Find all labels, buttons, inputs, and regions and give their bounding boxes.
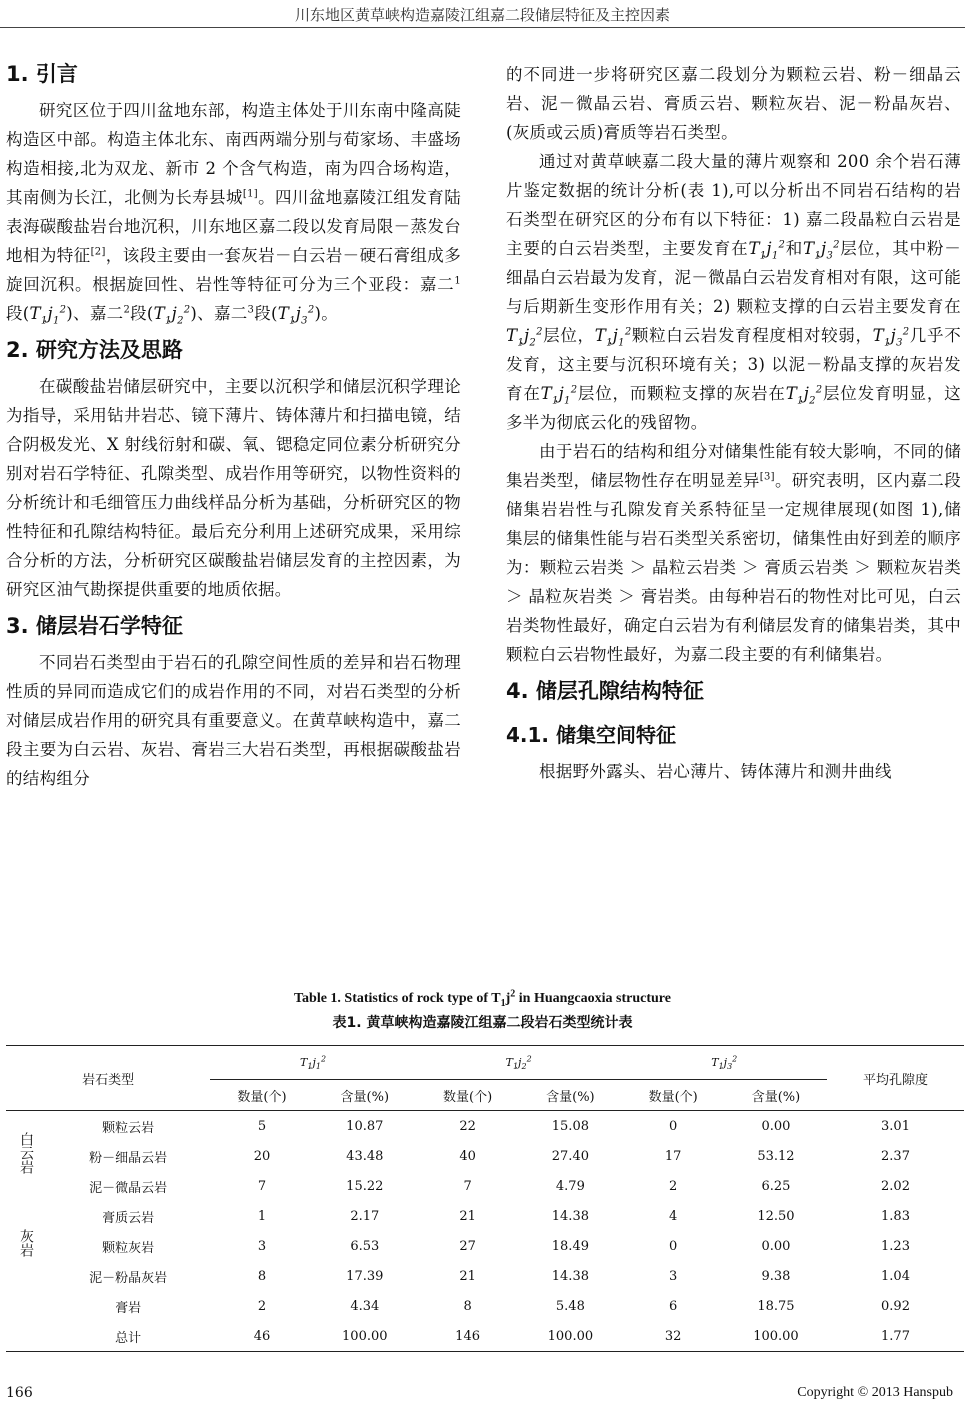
table-row-total: 总计 46 100.00 146 100.00 32 100.00 1.77: [115, 1328, 910, 1346]
section-3-paragraph-1: 不同岩石类型由于岩石的孔隙空间性质的差异和岩石物理性质的异同而造成它们的成岩作用的不同，对岩石类型的分析对储层成岩作用的研究具有重要意义。在黄草峡构造中，嘉二段主要为白云岩、灰岩、膏岩三大岩石类型，再根据碳酸盐岩的结构组分: [6, 653, 461, 788]
section-3-heading: 3. 储层岩石学特征: [6, 614, 183, 638]
formula-t1j1-2: $T_1j_1^2$: [29, 304, 67, 327]
section-3-paragraph-1-continued: 的不同进一步将研究区嘉二段划分为颗粒云岩、粉－细晶云岩、泥－微晶云岩、膏质云岩、颗粒灰岩、泥－粉晶灰岩、(灰质或云质)膏质等岩石类型。: [506, 65, 961, 142]
formula-t1j2-2: $T_1j_2^2$: [153, 304, 191, 327]
section-4-1-heading: 4.1. 储集空间特征: [506, 723, 676, 747]
section-3-paragraph-3: 由于岩石的结构和组分对储集性能有较大影响，不同的储集岩类型，储层物性存在明显差异[3]。研究表明，区内嘉二段储集岩岩性与孔隙发育关系特征呈一定规律展现(如图 1),储集层的储集性能与岩石类型关系密切，储集性由好到差的顺序为：颗粒云岩类 ＞ 晶粒云岩类 ＞ 膏质云岩类 ＞ 颗粒灰岩类 ＞ 晶粒灰岩类 ＞ 膏岩类。由每种岩石的物性对比可见，白云岩类物性最好，确定白云岩为有利储层发育的储集岩类，其中颗粒白云岩物性最好，为嘉二段主要的有利储集岩。: [506, 442, 961, 664]
copyright-notice: Copyright © 2013 Hanspub: [797, 1385, 953, 1400]
group-label-dolomite: 白云岩: [18, 1132, 34, 1174]
table-row: 灰岩 膏质云岩 1 2.17 21 14.38 4 12.50 1.83: [6, 1201, 964, 1231]
column-header-percent: 含量(%): [314, 1080, 416, 1111]
section-3-paragraph-2: 通过对黄草峡嘉二段大量的薄片观察和 200 余个岩石薄片鉴定数据的统计分析(表 1),可以分析出不同岩石结构的岩石类型在研究区的分布有以下特征：1) 嘉二段晶粒白云岩是主要的白云岩类型，主要发育在$T_1j_1^2$和$T_1j_3^2$层位，其中粉－细晶白云岩最为发育，泥－微晶白云岩发育相对有限，这可能与后期新生变形作用有关；2) 颗粒支撑的白云岩主要发育在$T_1j_2^2$层位，$T_1j_1^2$颗粒白云岩发育程度相对较弱，$T_1j_3^2$几乎不发育，这主要与沉积环境有关；3) 以泥－粉晶支撑的灰岩发育在$T_1j_1^2$层位，而颗粒支撑的灰岩在$T_1j_2^2$层位发育明显，这多半为彻底云化的残留物。: [506, 152, 961, 432]
section-1-paragraph: 研究区位于四川盆地东部，构造主体处于川东南中隆高陡构造区中部。构造主体北东、南西两端分别与荀家场、丰盛场构造相接,北为双龙、新市 2 个含气构造，南为四合场构造，其南侧为长江，北侧为长寿县城[1]。四川盆地嘉陵江组发育陆表海碳酸盐岩台地沉积，川东地区嘉二段以发育局限－蒸发台地相为特征[2]，该段主要由一套灰岩－白云岩－硬石膏组成多旋回沉积。根据旋回性、岩性等特征可分为三个亚段：嘉二$^1$段$(T_1j_1^2)$、嘉二$^2$段$(T_1j_2^2)$、嘉二$^3$段$(T_1j_3^2)$。: [6, 101, 461, 327]
citation-2[interactable]: [2]: [90, 246, 106, 258]
table-caption-english: Table 1. Statistics of rock type of $T_1j^2$ in Huangcaoxia structure: [293, 988, 671, 1009]
column-group-t1j2: $T_1j_2^2$: [416, 1046, 622, 1080]
header-divider: [0, 27, 965, 28]
table-row: 膏岩 2 4.34 8 5.48 6 18.75 0.92: [115, 1298, 910, 1316]
column-header-rock-type: 岩石类型: [6, 1046, 210, 1111]
column-header-percent: 含量(%): [725, 1080, 827, 1111]
group-label-limestone: 灰岩: [18, 1229, 34, 1257]
citation-1[interactable]: [1]: [242, 188, 258, 200]
table-row: 白云岩 颗粒云岩 5 10.87 22 15.08 0 0.00 3.01: [6, 1111, 964, 1142]
section-2-heading: 2. 研究方法及思路: [6, 338, 183, 362]
section-2-paragraph: 在碳酸盐岩储层研究中，主要以沉积学和储层沉积学理论为指导，采用钻井岩芯、镜下薄片、铸体薄片和扫描电镜，结合阴极发光、X 射线衍射和碳、氧、锶稳定同位素分析研究分别对岩石学特征、孔隙类型、成岩作用等研究，以物性资料的分析统计和毛细管压力曲线样品分析为基础，分析研究区的物性特征和孔隙结构特征。最后充分利用上述研究成果，采用综合分析的方法，分析研究区碳酸盐岩储层发育的主控因素，为研究区油气勘探提供重要的地质依据。: [6, 377, 461, 599]
table-row: 粉－细晶云岩 20 43.48 40 27.40 17 53.12 2.37: [89, 1148, 910, 1166]
table-row: 泥－粉晶灰岩 8 17.39 21 14.38 3 9.38 1.04: [89, 1268, 910, 1286]
section-4-1-paragraph: 根据野外露头、岩心薄片、铸体薄片和测井曲线: [539, 762, 892, 781]
column-header-count: 数量(个): [210, 1080, 313, 1111]
column-header-count: 数量(个): [416, 1080, 519, 1111]
running-header: 川东地区黄草峡构造嘉陵江组嘉二段储层特征及主控因素: [294, 6, 670, 24]
section-4-heading: 4. 储层孔隙结构特征: [506, 679, 704, 703]
column-header-average-porosity: 平均孔隙度: [827, 1046, 964, 1111]
table-row: 泥－微晶云岩 7 15.22 7 4.79 2 6.25 2.02: [89, 1178, 910, 1196]
column-header-percent: 含量(%): [519, 1080, 621, 1111]
formula-t1j3-2: $T_1j_3^2$: [277, 304, 315, 327]
citation-3[interactable]: [3]: [759, 471, 775, 483]
table-row: 颗粒灰岩 3 6.53 27 18.49 0 0.00 1.23: [102, 1238, 910, 1256]
column-header-count: 数量(个): [621, 1080, 724, 1111]
left-column: [6, 52, 461, 793]
column-group-t1j1: $T_1j_1^2$: [210, 1046, 416, 1080]
section-1-heading: 1. 引言: [6, 62, 78, 86]
page-number: 166: [6, 1385, 33, 1401]
rock-type-table: [6, 1045, 964, 1352]
table-caption-chinese: 表1. 黄草峡构造嘉陵江组嘉二段岩石类型统计表: [332, 1015, 633, 1031]
column-group-t1j3: $T_1j_3^2$: [621, 1046, 827, 1080]
right-column: [506, 60, 961, 786]
